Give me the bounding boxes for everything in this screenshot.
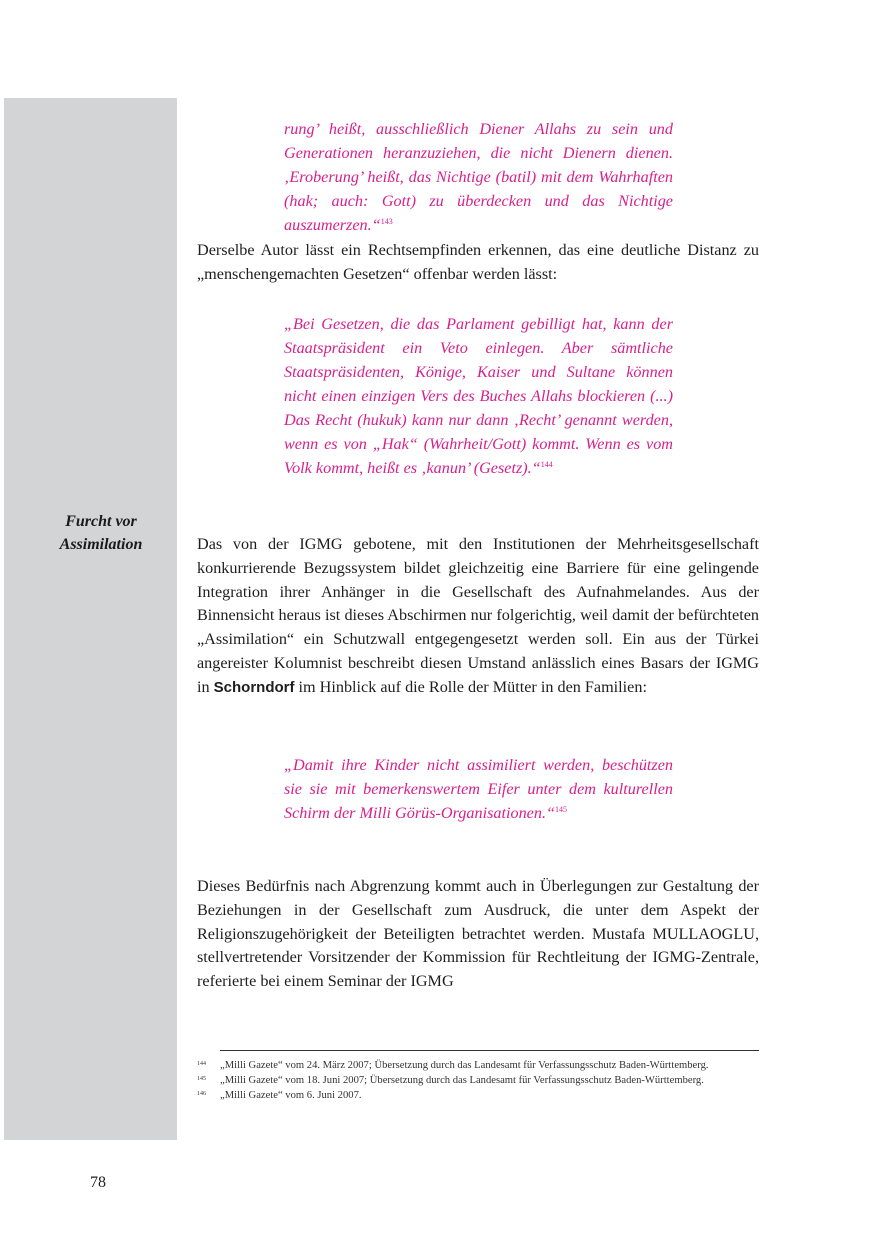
footnote-ref-144[interactable]: 144: [540, 460, 553, 469]
paragraph-1: Derselbe Autor lässt ein Rechtsempfinden erkennen, das eine deutliche Distanz zu „menschengemachten Gesetzen“ offenbar werden lässt:: [197, 241, 759, 283]
footnote-number: 146: [197, 1091, 206, 1098]
footnote-text: „Milli Gazete“ vom 24. März 2007; Übersetzung durch das Landesamt für Verfassungsschutz Baden-Württemberg.: [220, 1060, 709, 1071]
footnote-ref-145[interactable]: 145: [555, 805, 567, 814]
quote-1-text: rung’ heißt, ausschließlich Diener Allahs zu sein und Generationen heranzuziehen, die nicht Dienern dienen. ‚Eroberung’ heißt, das Nichtige (batil) mit dem Wahrhaften (hak; auch: Gott) zu überdecken und das Nichtige auszumerzen.“: [284, 120, 673, 234]
paragraph-2-text-after: im Hinblick auf die Rolle der Mütter in den Familien:: [298, 677, 647, 696]
page-number: 78: [90, 1174, 106, 1191]
footnote-ref-143[interactable]: 143: [380, 217, 393, 226]
footnote-number: 145: [197, 1076, 206, 1083]
footnotes: [197, 1058, 759, 1104]
footnote-item: [197, 1073, 759, 1088]
block-quote-1: [284, 117, 673, 237]
paragraph-2-text-before: Das von der IGMG gebotene, mit den Institutionen der Mehrheitsgesellschaft konkurrierende Bezugssystem bildet gleichzeitig eine Barriere für eine gelingende Integration ihrer Anhänger in die Gesellschaft des Aufnahmelandes. Aus der Binnensicht heraus ist dieses Abschirmen nur folgerichtig, weil damit der befürchteten „Assimilation“ ein Schutzwall entgegengesetzt werden soll. Ein aus der Türkei angereister Kolumnist beschreibt diesen Umstand anlässlich eines Basars der IGMG in: [197, 535, 759, 696]
footnote-number: 144: [197, 1061, 206, 1067]
quote-3-text: „Damit ihre Kinder nicht assimiliert werden, beschützen sie sie mit bemerkenswertem Eifer unter dem kulturellen Schirm der Milli Görüs-Organisationen.“: [284, 756, 673, 822]
block-quote-2: [284, 312, 673, 480]
footnote-text: „Milli Gazete“ vom 6. Juni 2007.: [220, 1090, 362, 1102]
block-quote-3: [284, 753, 673, 825]
margin-note: Furcht vor Assimilation: [59, 513, 143, 553]
footnote-divider: [220, 1050, 759, 1051]
footnote-item: [197, 1088, 759, 1103]
paragraph-2: [197, 533, 759, 700]
paragraph-3: Dieses Bedürfnis nach Abgrenzung kommt auch in Überlegungen zur Gestaltung der Beziehungen in der Gesellschaft zum Ausdruck, die unter dem Aspekt der Religionszugehörigkeit der Beteiligten betrachtet werden. Mustafa MULLAOGLU, stellvertretender Vorsitzender der Kommission für Rechtleitung der IGMG-Zentrale, referierte bei einem Seminar der IGMG: [197, 877, 759, 991]
margin-sidebar: [4, 98, 177, 1140]
footnote-text: „Milli Gazete“ vom 18. Juni 2007; Übersetzung durch das Landesamt für Verfassungsschutz Baden-Württemberg.: [220, 1075, 704, 1087]
quote-2-text: „Bei Gesetzen, die das Parlament gebilligt hat, kann der Staatspräsident ein Veto einlegen. Aber sämtliche Staatspräsidenten, Könige, Kaiser und Sultane können nicht einen einzigen Vers des Buches Allahs blockieren (...) Das Recht (hukuk) kann nur dann ‚Recht’ genannt werden, wenn es von „Hak“ (Wahrheit/Gott) kommt. Wenn es vom Volk kommt, heißt es ‚kanun’ (Gesetz).“: [284, 315, 673, 477]
place-name-schorndorf: Schorndorf: [213, 678, 295, 696]
footnote-item: [197, 1058, 759, 1073]
